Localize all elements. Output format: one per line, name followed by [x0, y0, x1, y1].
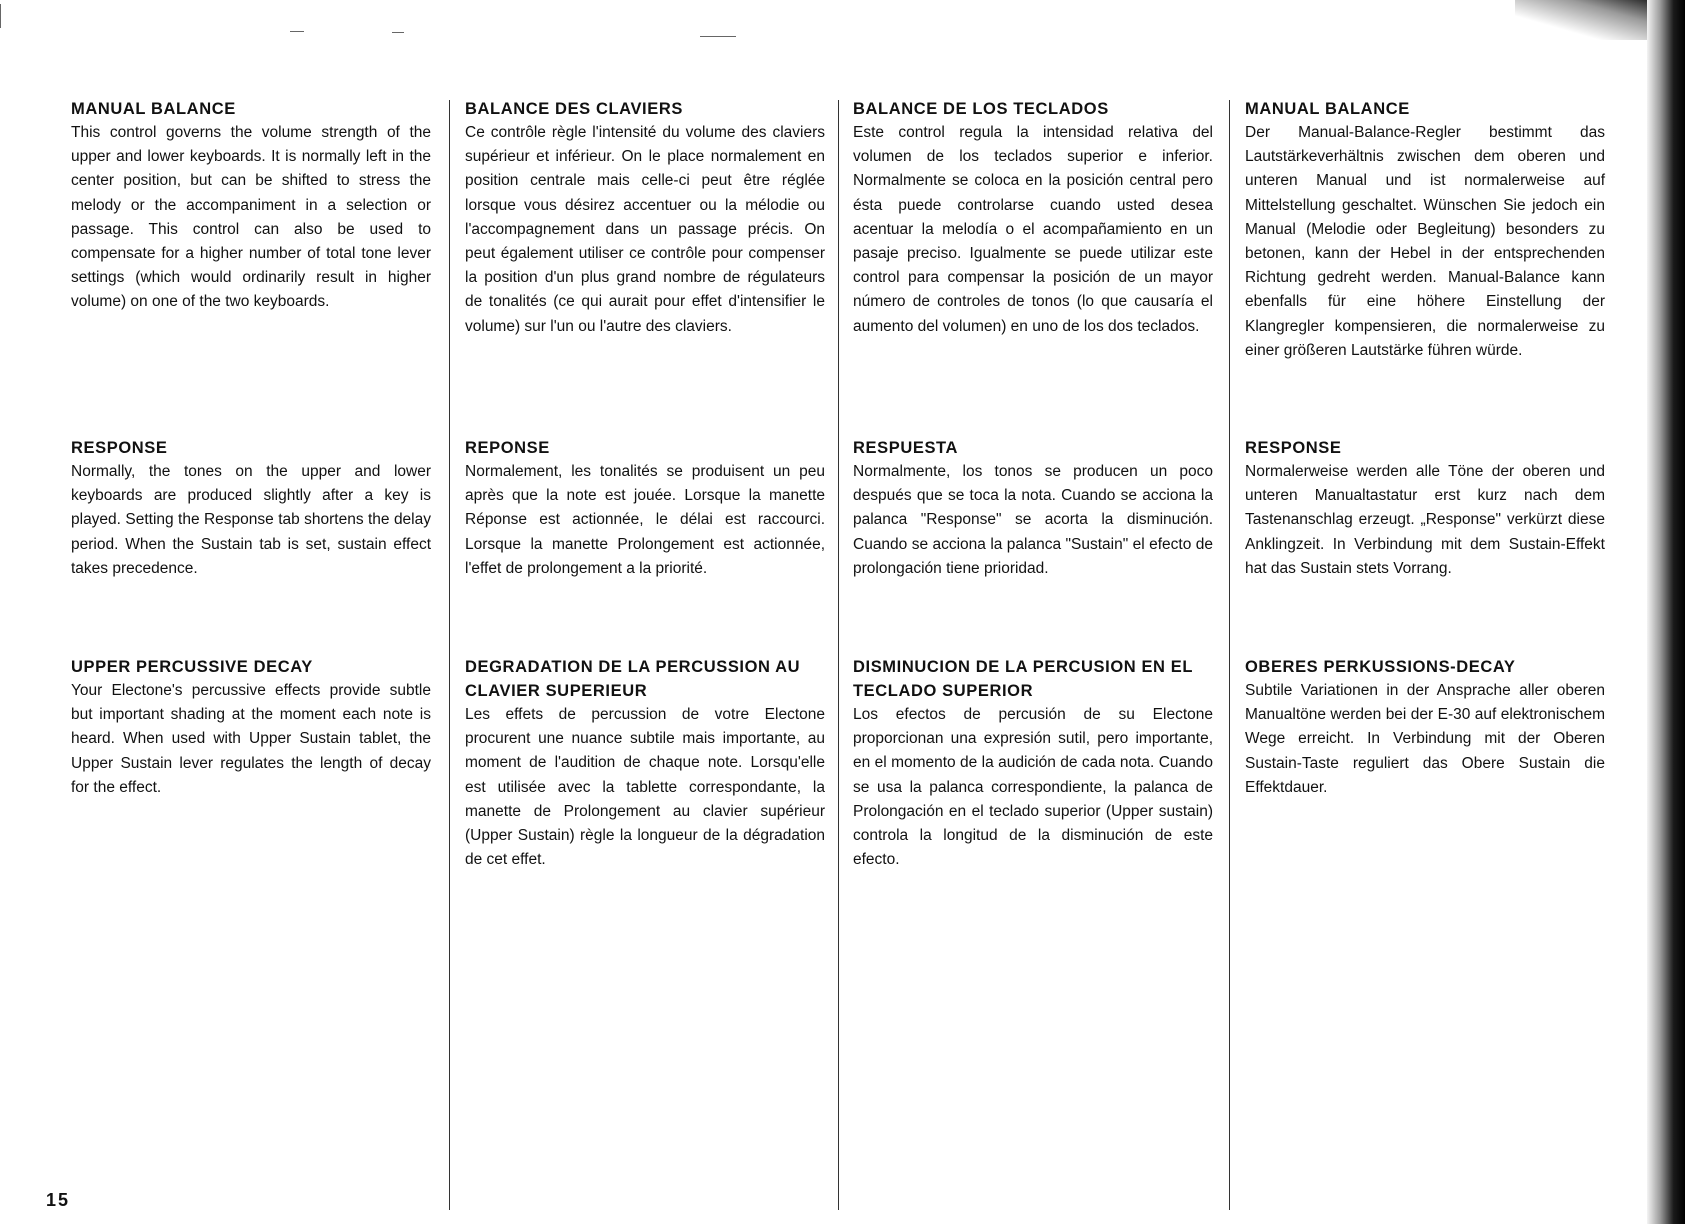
section-heading: MANUAL BALANCE [71, 100, 236, 118]
page-corner-shadow [1515, 0, 1655, 40]
section-respuesta [853, 436, 1213, 581]
section-balance-teclados [853, 97, 1213, 339]
section-heading: DISMINUCION DE LA PERCUSION EN EL TECLADO SUPERIOR [853, 658, 1193, 700]
section-heading: BALANCE DE LOS TECLADOS [853, 100, 1109, 118]
section-body: Subtile Variationen in der Ansprache aller oberen Manualtöne werden bei der E-30 auf elektronischem Wege erreicht. In Verbindung mit der Oberen Sustain-Taste reguliert das Obere Sustain die Effektdauer. [1245, 682, 1605, 796]
section-body: Los efectos de percusión de su Electone proporcionan una expresión sutil, pero importante, en el momento de la audición de cada nota. Cuando se usa la palanca correspondiente, la palanca de Prolongación en el teclado superior (Upper sustain) controla la longitud de la disminución de este efecto. [853, 706, 1213, 869]
section-body: This control governs the volume strength of the upper and lower keyboards. It is normally left in the center position, but can be shifted to stress the melody or the accompaniment in a selection or passage. This control can also be used to compensate for a higher number of total tone lever settings (which would ordinarily result in higher volume) on one of the two keyboards. [71, 124, 431, 311]
page-edge-shadow [1647, 0, 1685, 1224]
section-heading: DEGRADATION DE LA PERCUSSION AU CLAVIER SUPERIEUR [465, 658, 801, 700]
section-heading: OBERES PERKUSSIONS-DECAY [1245, 658, 1516, 676]
section-body: Este control regula la intensidad relativa del volumen de los teclados superior e inferior. Normalmente se coloca en la posición central pero ésta puede controlarse cuando usted desea acentuar la melodía o el acompañamiento en un pasaje preciso. Igualmente se puede utilizar este control para compensar la posición de un mayor número de controles de tonos (lo que causaría el aumento del volumen) en uno de los dos teclados. [853, 124, 1213, 335]
section-heading: UPPER PERCUSSIVE DECAY [71, 658, 313, 676]
scan-artifact [290, 31, 304, 32]
section-body: Der Manual-Balance-Regler bestimmt das Lautstärkeverhältnis zwischen dem oberen und unteren Manual und ist normalerweise auf Mittelstellung geschaltet. Wünschen Sie jedoch ein Manual (Melodie oder Begleitung) besonders zu betonen, kann der Hebel in der entsprechenden Richtung gedreht werden. Manual-Balance kann ebenfalls für eine höhere Einstellung der Klangregler kompensieren, die normalerweise zu einer größeren Lautstärke führen würde. [1245, 124, 1605, 359]
section-heading: BALANCE DES CLAVIERS [465, 100, 683, 118]
section-heading: RESPUESTA [853, 439, 959, 457]
scan-artifact [700, 36, 736, 37]
section-body: Normalement, les tonalités se produisent un peu après que la note est jouée. Lorsque la manette Réponse est actionnée, le délai est raccourci. Lorsque la manette Prolongement est actionnée, l'effet de prolongement a la priorité. [465, 463, 825, 577]
section-reponse [465, 436, 825, 581]
column-divider [1229, 100, 1230, 1210]
section-heading: MANUAL BALANCE [1245, 100, 1410, 118]
section-body: Ce contrôle règle l'intensité du volume des claviers supérieur et inférieur. On le place normalement en position centrale mais celle-ci peut être réglée lorsque vous désirez accentuer ou la mélodie ou l'accompagnement dans un passage précis. On peut également utiliser ce contrôle pour compenser la position d'un plus grand nombre de régulateurs de tonalités (ce qui aurait pour effet d'intensifier le volume) sur l'un ou l'autre des claviers. [465, 124, 825, 335]
section-response-de [1245, 436, 1605, 581]
section-heading: RESPONSE [1245, 439, 1342, 457]
section-body: Your Electone's percussive effects provide subtle but important shading at the moment each note is heard. When used with Upper Sustain tablet, the Upper Sustain lever regulates the length of decay for the effect. [71, 682, 431, 796]
scan-artifact [392, 32, 404, 33]
section-body: Les effets de percussion de votre Electone procurent une nuance subtile mais importante, au moment de l'audition de chaque note. Lorsqu'elle est utilisée avec la tablette correspondante, la manette de Prolongement au clavier supérieur (Upper Sustain) règle la longueur de la dégradation de cet effet. [465, 706, 825, 869]
section-heading: RESPONSE [71, 439, 168, 457]
section-upper-percussive-decay [71, 655, 431, 800]
section-disminucion-percusion [853, 655, 1213, 872]
section-manual-balance [71, 97, 431, 315]
scan-artifact [0, 4, 1, 28]
section-body: Normalmente, los tonos se producen un poco después que se toca la nota. Cuando se acciona la palanca "Response" se acorta la disminución. Cuando se acciona la palanca "Sustain" el efecto de prolongación tiene prioridad. [853, 463, 1213, 577]
page-number: 15 [46, 1190, 71, 1210]
section-balance-des-claviers [465, 97, 825, 339]
column-divider [838, 100, 839, 1210]
section-response [71, 436, 431, 581]
section-body: Normalerweise werden alle Töne der oberen und unteren Manualtastatur erst kurz nach dem Tastenanschlag erzeugt. „Response" verkürzt diese Anklingzeit. In Verbindung mit dem Sustain-Effekt hat das Sustain stets Vorrang. [1245, 463, 1605, 577]
column-divider [449, 100, 450, 1210]
section-perkussions-decay [1245, 655, 1605, 800]
section-degradation-percussion [465, 655, 825, 872]
section-heading: REPONSE [465, 439, 550, 457]
section-manual-balance-de [1245, 97, 1605, 363]
section-body: Normally, the tones on the upper and lower keyboards are produced slightly after a key is played. Setting the Response tab shortens the delay period. When the Sustain tab is set, sustain effect takes precedence. [71, 463, 431, 577]
